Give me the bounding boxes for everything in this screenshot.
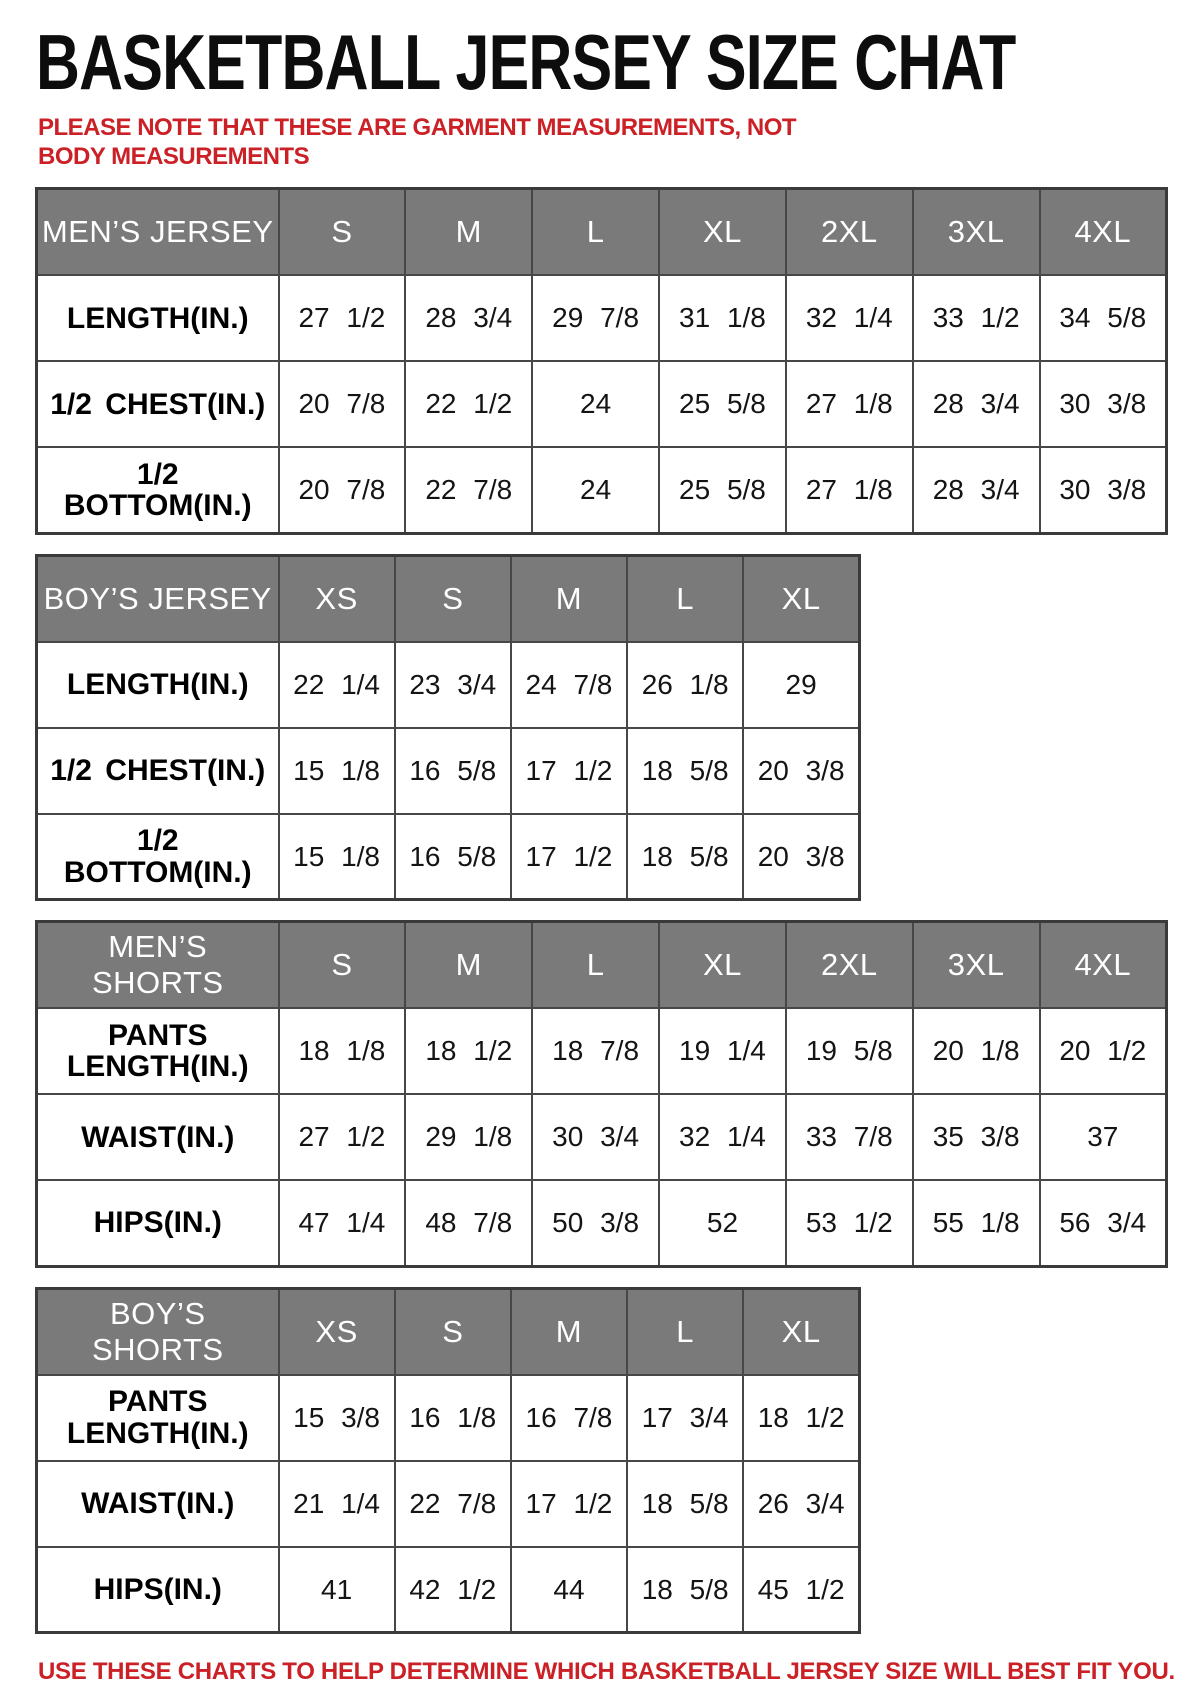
size-column-header: S: [395, 1288, 511, 1375]
size-table-boys-jersey: [35, 554, 861, 902]
size-value: 18 7/8: [532, 1008, 659, 1094]
size-column-header: M: [405, 922, 532, 1009]
size-column-header: XL: [659, 922, 786, 1009]
size-value: 24: [532, 447, 659, 533]
table-title-boys-shorts: BOY’S SHORTS: [37, 1288, 279, 1375]
size-value: 22 1/2: [405, 361, 532, 447]
size-value: 17 1/2: [511, 1461, 627, 1547]
size-column-header: XS: [279, 1288, 395, 1375]
row-label: WAIST(IN.): [37, 1461, 279, 1547]
size-column-header: L: [627, 1288, 743, 1375]
row-label: 1/2 CHEST(IN.): [37, 728, 279, 814]
row-label: 1/2 BOTTOM(IN.): [37, 447, 279, 533]
size-column-header: 4XL: [1040, 189, 1167, 276]
size-value: 16 5/8: [395, 728, 511, 814]
size-value: 19 1/4: [659, 1008, 786, 1094]
table-title-mens-jersey: MEN’S JERSEY: [37, 189, 279, 276]
header-row: [37, 189, 1167, 276]
size-column-header: XL: [743, 555, 859, 642]
size-column-header: 3XL: [913, 922, 1040, 1009]
size-value: 32 1/4: [659, 1094, 786, 1180]
size-value: 26 1/8: [627, 642, 743, 728]
size-value: 47 1/4: [279, 1180, 406, 1266]
size-value: 32 1/4: [786, 275, 913, 361]
row-label: HIPS(IN.): [37, 1547, 279, 1633]
row-label: PANTS LENGTH(IN.): [37, 1375, 279, 1461]
table-row: [37, 1180, 1167, 1266]
size-value: 33 1/2: [913, 275, 1040, 361]
size-value: 22 1/4: [279, 642, 395, 728]
table-row: [37, 642, 860, 728]
size-value: 45 1/2: [743, 1547, 859, 1633]
size-value: 24 7/8: [511, 642, 627, 728]
size-value: 20 1/2: [1040, 1008, 1167, 1094]
size-value: 22 7/8: [405, 447, 532, 533]
size-value: 44: [511, 1547, 627, 1633]
size-value: 16 5/8: [395, 814, 511, 900]
size-value: 52: [659, 1180, 786, 1266]
header-row: [37, 555, 860, 642]
size-value: 28 3/4: [913, 447, 1040, 533]
size-value: 27 1/8: [786, 447, 913, 533]
size-value: 22 7/8: [395, 1461, 511, 1547]
size-value: 24: [532, 361, 659, 447]
size-value: 37: [1040, 1094, 1167, 1180]
size-value: 25 5/8: [659, 447, 786, 533]
size-value: 18 5/8: [627, 728, 743, 814]
size-value: 18 1/2: [743, 1375, 859, 1461]
row-label: LENGTH(IN.): [37, 275, 279, 361]
mens-jersey-table-container: [35, 187, 1200, 535]
size-table-boys-shorts: [35, 1287, 861, 1635]
table-row: [37, 1094, 1167, 1180]
page-title: [36, 18, 1200, 106]
size-value: 25 5/8: [659, 361, 786, 447]
table-row: [37, 728, 860, 814]
size-value: 30 3/8: [1040, 447, 1167, 533]
size-value: 20 3/8: [743, 728, 859, 814]
size-value: 31 1/8: [659, 275, 786, 361]
size-value: 16 7/8: [511, 1375, 627, 1461]
size-column-header: 4XL: [1040, 922, 1167, 1009]
size-value: 20 7/8: [279, 361, 406, 447]
size-column-header: S: [279, 189, 406, 276]
table-title-boys-jersey: BOY’S JERSEY: [37, 555, 279, 642]
table-row: [37, 1547, 860, 1633]
table-row: [37, 275, 1167, 361]
size-value: 30 3/4: [532, 1094, 659, 1180]
size-column-header: L: [532, 189, 659, 276]
size-column-header: M: [511, 555, 627, 642]
size-value: 29: [743, 642, 859, 728]
size-value: 29 7/8: [532, 275, 659, 361]
size-value: 35 3/8: [913, 1094, 1040, 1180]
table-row: [37, 1461, 860, 1547]
size-value: 15 1/8: [279, 814, 395, 900]
size-value: 28 3/4: [913, 361, 1040, 447]
size-column-header: XS: [279, 555, 395, 642]
row-label: LENGTH(IN.): [37, 642, 279, 728]
table-row: [37, 814, 860, 900]
size-value: 42 1/2: [395, 1547, 511, 1633]
size-value: 27 1/2: [279, 275, 406, 361]
size-column-header: 3XL: [913, 189, 1040, 276]
row-label: 1/2 CHEST(IN.): [37, 361, 279, 447]
size-value: 20 3/8: [743, 814, 859, 900]
size-value: 50 3/8: [532, 1180, 659, 1266]
size-value: 26 3/4: [743, 1461, 859, 1547]
size-value: 48 7/8: [405, 1180, 532, 1266]
size-value: 28 3/4: [405, 275, 532, 361]
size-value: 17 1/2: [511, 728, 627, 814]
size-value: 27 1/8: [786, 361, 913, 447]
size-value: 20 7/8: [279, 447, 406, 533]
size-value: 41: [279, 1547, 395, 1633]
row-label: PANTS LENGTH(IN.): [37, 1008, 279, 1094]
table-row: [37, 361, 1167, 447]
table-row: [37, 1008, 1167, 1094]
size-column-header: L: [532, 922, 659, 1009]
size-value: 27 1/2: [279, 1094, 406, 1180]
size-column-header: S: [395, 555, 511, 642]
size-value: 15 3/8: [279, 1375, 395, 1461]
table-row: [37, 1375, 860, 1461]
size-value: 15 1/8: [279, 728, 395, 814]
size-value: 53 1/2: [786, 1180, 913, 1266]
size-column-header: 2XL: [786, 189, 913, 276]
size-table-mens-shorts: [35, 920, 1168, 1268]
header-row: [37, 922, 1167, 1009]
size-value: 16 1/8: [395, 1375, 511, 1461]
size-value: 19 5/8: [786, 1008, 913, 1094]
size-column-header: L: [627, 555, 743, 642]
boys-jersey-table-container: [35, 554, 1200, 902]
size-value: 18 5/8: [627, 1461, 743, 1547]
size-value: 30 3/8: [1040, 361, 1167, 447]
size-value: 18 1/2: [405, 1008, 532, 1094]
size-value: 18 5/8: [627, 814, 743, 900]
mens-shorts-table-container: [35, 920, 1200, 1268]
boys-shorts-table-container: [35, 1287, 1200, 1635]
row-label: WAIST(IN.): [37, 1094, 279, 1180]
size-column-header: S: [279, 922, 406, 1009]
size-value: 34 5/8: [1040, 275, 1167, 361]
size-value: 20 1/8: [913, 1008, 1040, 1094]
size-value: 18 1/8: [279, 1008, 406, 1094]
size-value: 21 1/4: [279, 1461, 395, 1547]
size-value: 17 1/2: [511, 814, 627, 900]
size-value: 23 3/4: [395, 642, 511, 728]
size-column-header: 2XL: [786, 922, 913, 1009]
header-row: [37, 1288, 860, 1375]
size-value: 17 3/4: [627, 1375, 743, 1461]
row-label: HIPS(IN.): [37, 1180, 279, 1266]
size-column-header: M: [511, 1288, 627, 1375]
table-row: [37, 447, 1167, 533]
size-table-mens-jersey: [35, 187, 1168, 535]
size-value: 56 3/4: [1040, 1180, 1167, 1266]
size-value: 33 7/8: [786, 1094, 913, 1180]
fit-advice-footer: USE THESE CHARTS TO HELP DETERMINE WHICH BASKETBALL JERSEY SIZE WILL BEST FIT YOU.: [38, 1658, 1175, 1686]
table-title-mens-shorts: MEN’S SHORTS: [37, 922, 279, 1009]
garment-measurement-note: PLEASE NOTE THAT THESE ARE GARMENT MEASUREMENTS, NOT BODY MEASUREMENTS: [38, 113, 797, 170]
size-column-header: XL: [659, 189, 786, 276]
page-title-text: BASKETBALL JERSEY SIZE CHAT: [36, 18, 1016, 106]
size-column-header: XL: [743, 1288, 859, 1375]
size-column-header: M: [405, 189, 532, 276]
row-label: 1/2 BOTTOM(IN.): [37, 814, 279, 900]
size-value: 55 1/8: [913, 1180, 1040, 1266]
size-value: 29 1/8: [405, 1094, 532, 1180]
size-value: 18 5/8: [627, 1547, 743, 1633]
